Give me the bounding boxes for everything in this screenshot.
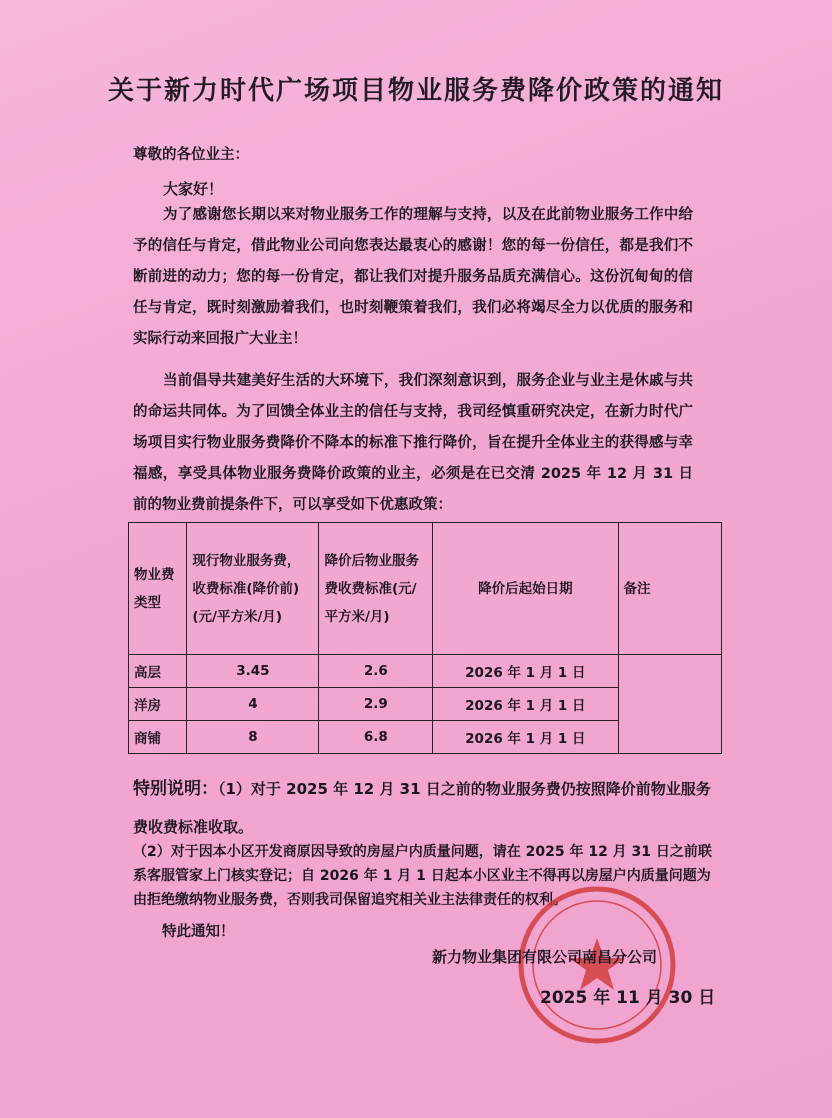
- paragraph-thanks: 为了感谢您长期以来对物业服务工作的理解与支持，以及在此前物业服务工作中给予的信任与肯定，借此物业公司向您表达最衷心的感谢！您的每一份信任，都是我们不断前进的动力；您的每一份肯定，都让我们对提升服务品质充满信心。这份沉甸甸的信任与肯定，既时刻激励着我们，也时刻鞭策着我们，我们必将竭尽全力以优质的服务和实际行动来回报广大业主！: [133, 207, 693, 347]
- header-reduced-fee: 降价后物业服务费收费标准(元/平方米/月): [319, 523, 433, 655]
- header-remark: 备注: [618, 523, 721, 655]
- row-remark: [618, 655, 721, 754]
- header-current-fee: 现行物业服务费，收费标准(降价前)(元/平方米/月): [187, 523, 319, 655]
- special-note-lead: 特别说明：: [133, 779, 218, 799]
- special-note-part2: （2）对于因本小区开发商原因导致的房屋户内质量问题，请在 2025 年 12 月 31 日之前联系客服管家上门核实登记；自 2026 年 1 月 1 日起本小区业主不得再以房屋户内质量问题为由拒绝缴纳物业服务费，否则我司保留追究相关业主法律责任的权利。: [133, 844, 712, 908]
- row-start-date: 2026 年 1 月 1 日: [433, 655, 618, 688]
- header-start-date: 降价后起始日期: [433, 523, 618, 655]
- row-type: 洋房: [129, 688, 187, 721]
- row-reduced-fee: 2.9: [319, 688, 433, 721]
- row-reduced-fee: 6.8: [319, 721, 433, 754]
- row-type: 高层: [129, 655, 187, 688]
- table-row: [129, 655, 722, 688]
- fee-table: [128, 522, 722, 754]
- paragraph-policy: 当前倡导共建美好生活的大环境下，我们深刻意识到，服务企业与业主是休戚与共的命运共同体。为了回馈全体业主的信任与支持，我司经慎重研究决定，在新力时代广场项目实行物业服务费降价不降本的标准下推行降价，旨在提升全体业主的获得感与幸福感，享受具体物业服务费降价政策的业主，必须是在已交清 2025 年 12 月 31 日前的物业费前提条件下，可以享受如下优惠政策：: [133, 373, 693, 513]
- issue-date: 2025 年 11 月 30 日: [540, 988, 716, 1008]
- document-title: 关于新力时代广场项目物业服务费降价政策的通知: [107, 76, 724, 106]
- row-type: 商铺: [129, 721, 187, 754]
- salutation: 尊敬的各位业主：: [133, 147, 249, 163]
- row-current-fee: 3.45: [187, 655, 319, 688]
- fee-table-header-row: [129, 523, 722, 655]
- row-current-fee: 8: [187, 721, 319, 754]
- row-start-date: 2026 年 1 月 1 日: [433, 721, 618, 754]
- special-note-part1: （1）对于 2025 年 12 月 31 日之前的物业服务费仍按照降价前物业服务费收费标准收取。: [133, 780, 711, 836]
- row-reduced-fee: 2.6: [319, 655, 433, 688]
- special-note: [133, 770, 723, 846]
- row-start-date: 2026 年 1 月 1 日: [433, 688, 618, 721]
- greeting: 大家好！: [163, 180, 224, 198]
- company-signature: 新力物业集团有限公司南昌分公司: [432, 948, 658, 966]
- closing-notice: 特此通知！: [162, 924, 235, 940]
- row-current-fee: 4: [187, 688, 319, 721]
- header-type: 物业费类型: [129, 523, 187, 655]
